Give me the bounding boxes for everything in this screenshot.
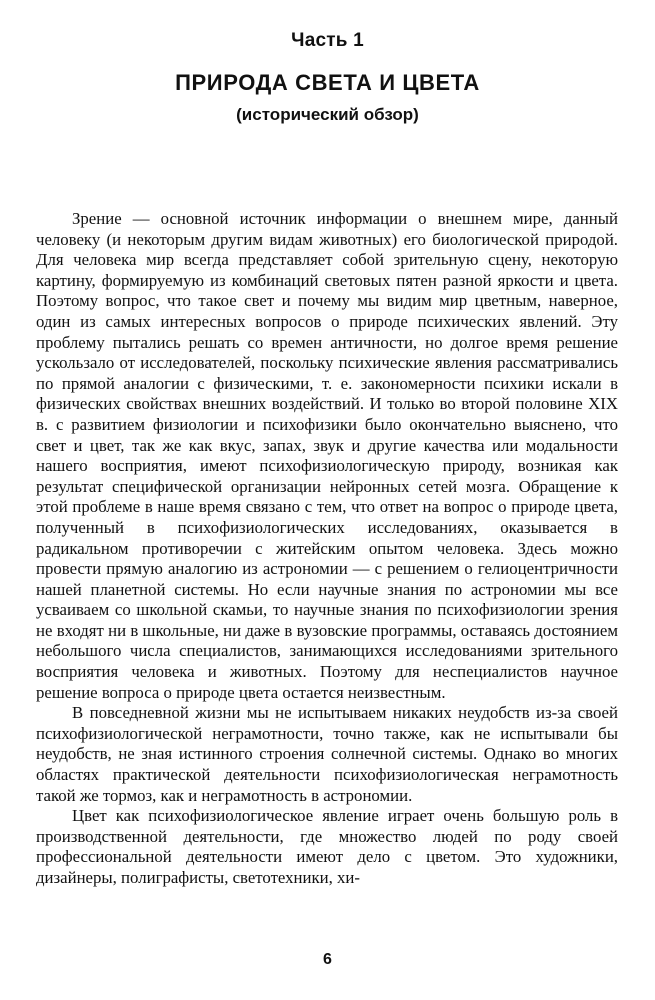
paragraph-2: В повседневной жизни мы не испытываем никаких неудобств из-за своей психофизиологической неграмотности, точно также, как не испытывали бы неудобств, не зная истинного строения солнечной системы. Однако во многих областях практической деятельности психофизиологическая неграмотность такой же тормоз, как и неграмотность в астрономии. [36,703,618,805]
page-number: 6 [323,951,332,968]
paragraph-1: Зрение — основной источник информации о внешнем мире, данный человеку (и некоторым другим видам животных) его биологической природой. Для человека мир всегда представляет собой зрительную сцену, некоторую картину, формируемую из комбинаций световых пятен разной яркости и цвета. Поэтому вопрос, что такое свет и почему мы видим мир цветным, наверное, один из самых интересных вопросов о природе психических явлений. Эту проблему пытались решать со времен античности, но долгое время решение ускользало от исследователей, поскольку психические явления рассматривались по прямой аналогии с физическими, т. е. закономерности психики искали в физических свойствах внешних воздействий. И только во второй половине XIX в. с развитием физиологии и психофизики было окончательно выяснено, что свет и цвет, так же как вкус, запах, звук и другие качества или модальности нашего восприятия, имеют психофизиологическую природу, возникая как результат специфической организации нейронных сетей мозга. Обращение к этой проблеме в наше время связано с тем, что ответ на вопрос о природе цвета, полученный в психофизиологических исследованиях, оказывается в радикальном противоречии с житейским опытом человека. Здесь можно провести прямую аналогию из астрономии — с решением о гелиоцентричности нашей планетной системы. Но если научные знания по астрономии мы все усваиваем со школьной скамьи, то научные знания по психофизиологии зрения не входят ни в школьные, ни даже в вузовские программы, оставаясь достоянием небольшого числа специалистов, занимающихся исследованиями зрительного восприятия человека и животных. Поэтому для неспециалистов научное решение вопроса о природе цвета остается неизвестным. [36,209,618,702]
chapter-title: ПРИРОДА СВЕТА И ЦВЕТА [175,70,480,95]
paragraph-3: Цвет как психофизиологическое явление играет очень большую роль в производственной деятельности, где множество людей по роду своей профессиональной деятельности имеют дело с цветом. Это художники, дизайнеры, полиграфисты, светотехники, хи- [36,806,618,887]
chapter-subtitle: (исторический обзор) [236,105,419,124]
part-label: Часть 1 [291,30,364,51]
body-text [36,209,618,889]
